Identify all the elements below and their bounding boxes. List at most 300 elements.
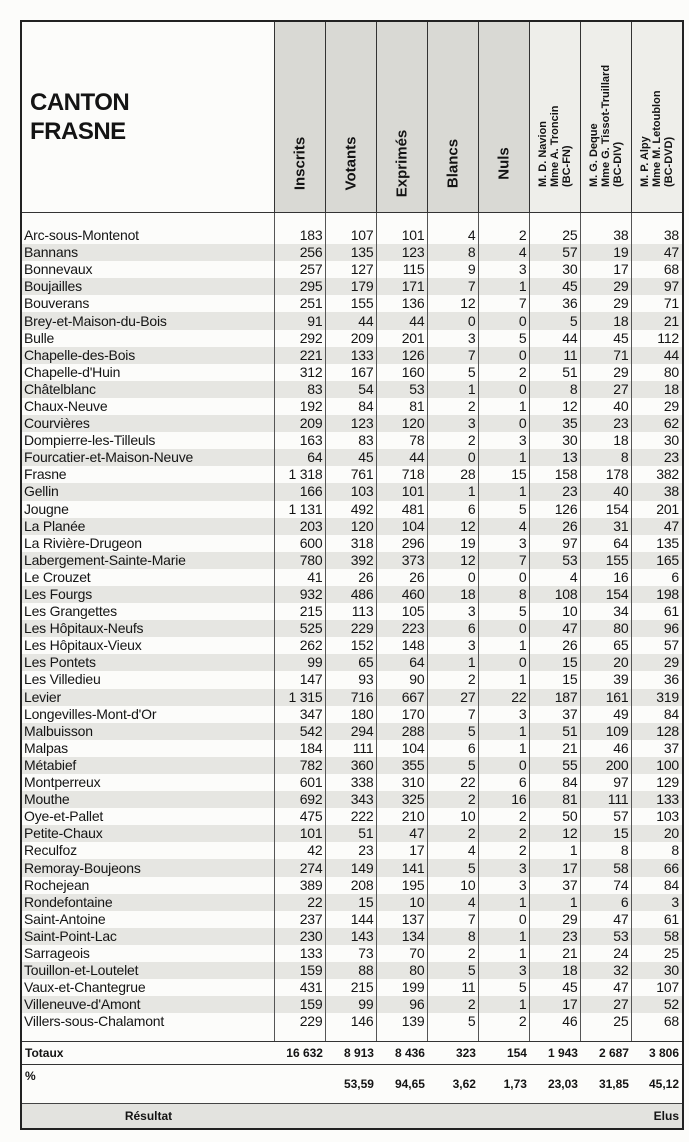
exprimes-cell: 460 xyxy=(377,586,428,603)
commune-name-cell: Les Pontets xyxy=(21,654,275,671)
votants-cell: 209 xyxy=(326,330,377,347)
table-row xyxy=(21,791,683,808)
candidate-1-cell: 18 xyxy=(530,962,581,979)
nuls-cell: 1 xyxy=(479,483,530,500)
commune-name-cell: Oye-et-Pallet xyxy=(21,808,275,825)
commune-name-cell: Métabief xyxy=(21,757,275,774)
candidate-2-cell: 20 xyxy=(581,654,632,671)
candidate-3-cell: 198 xyxy=(632,586,683,603)
candidate-2-cell: 58 xyxy=(581,859,632,876)
table-row xyxy=(21,278,683,295)
commune-name-cell: Jougne xyxy=(21,501,275,518)
candidate-1-cell: 12 xyxy=(530,825,581,842)
candidate-3-line1: M. P. Alpy xyxy=(639,136,652,187)
exprimes-cell: 78 xyxy=(377,432,428,449)
table-row xyxy=(21,654,683,671)
table-row xyxy=(21,432,683,449)
votants-cell: 167 xyxy=(326,364,377,381)
votants-cell: 338 xyxy=(326,774,377,791)
candidate-2-cell: 154 xyxy=(581,586,632,603)
blancs-cell: 2 xyxy=(428,398,479,415)
table-row xyxy=(21,586,683,603)
candidate-3-cell: 38 xyxy=(632,483,683,500)
exprimes-cell: 325 xyxy=(377,791,428,808)
commune-name-cell: Labergement-Sainte-Marie xyxy=(21,552,275,569)
candidate-1-cell: 23 xyxy=(530,928,581,945)
votants-cell: 716 xyxy=(326,689,377,706)
exprimes-cell: 101 xyxy=(377,227,428,244)
candidate-2-cell: 34 xyxy=(581,603,632,620)
blancs-cell: 7 xyxy=(428,706,479,723)
votants-cell: 144 xyxy=(326,911,377,928)
exprimes-cell: 101 xyxy=(377,483,428,500)
inscrits-cell: 203 xyxy=(275,518,326,535)
table-row xyxy=(21,911,683,928)
percent-inscrits xyxy=(275,1065,326,1104)
exprimes-cell: 310 xyxy=(377,774,428,791)
exprimes-cell: 199 xyxy=(377,979,428,996)
exprimes-cell: 210 xyxy=(377,808,428,825)
candidate-3-cell: 3 xyxy=(632,894,683,911)
nuls-cell: 0 xyxy=(479,415,530,432)
table-row xyxy=(21,996,683,1013)
exprimes-cell: 120 xyxy=(377,415,428,432)
table-row xyxy=(21,637,683,654)
nuls-cell: 0 xyxy=(479,620,530,637)
blancs-cell: 5 xyxy=(428,364,479,381)
blancs-cell: 0 xyxy=(428,569,479,586)
header-nuls xyxy=(479,21,530,213)
inscrits-cell: 91 xyxy=(275,312,326,329)
nuls-cell: 22 xyxy=(479,689,530,706)
exprimes-cell: 26 xyxy=(377,569,428,586)
blancs-cell: 2 xyxy=(428,791,479,808)
blancs-cell: 2 xyxy=(428,432,479,449)
inscrits-cell: 1 131 xyxy=(275,501,326,518)
blancs-cell: 2 xyxy=(428,945,479,962)
votants-cell: 229 xyxy=(326,620,377,637)
votants-cell: 123 xyxy=(326,415,377,432)
candidate-3-cell: 382 xyxy=(632,466,683,483)
exprimes-cell: 96 xyxy=(377,996,428,1013)
candidate-2-cell: 49 xyxy=(581,706,632,723)
votants-cell: 65 xyxy=(326,654,377,671)
candidate-3-cell: 84 xyxy=(632,877,683,894)
inscrits-cell: 101 xyxy=(275,825,326,842)
candidate-3-cell: 96 xyxy=(632,620,683,637)
candidate-3-cell: 129 xyxy=(632,774,683,791)
table-row xyxy=(21,962,683,979)
candidate-2-line2: Mme G. Tissot-Truillard xyxy=(600,64,613,187)
nuls-cell: 0 xyxy=(479,381,530,398)
exprimes-cell: 137 xyxy=(377,911,428,928)
nuls-cell: 3 xyxy=(479,859,530,876)
votants-cell: 23 xyxy=(326,842,377,859)
exprimes-cell: 296 xyxy=(377,535,428,552)
inscrits-cell: 256 xyxy=(275,244,326,261)
candidate-2-cell: 71 xyxy=(581,347,632,364)
candidate-2-cell: 16 xyxy=(581,569,632,586)
votants-cell: 26 xyxy=(326,569,377,586)
candidate-3-cell: 37 xyxy=(632,740,683,757)
candidate-2-cell: 74 xyxy=(581,877,632,894)
commune-name-cell: Petite-Chaux xyxy=(21,825,275,842)
blancs-cell: 12 xyxy=(428,518,479,535)
candidate-1-cell: 15 xyxy=(530,671,581,688)
inscrits-cell: 83 xyxy=(275,381,326,398)
commune-name-cell: Montperreux xyxy=(21,774,275,791)
table-row xyxy=(21,295,683,312)
candidate-1-cell: 45 xyxy=(530,278,581,295)
candidate-3-cell: 61 xyxy=(632,603,683,620)
candidate-3-cell: 38 xyxy=(632,227,683,244)
table-row xyxy=(21,825,683,842)
nuls-cell: 1 xyxy=(479,996,530,1013)
header-exprimes-label: Exprimés xyxy=(393,129,411,198)
votants-cell: 111 xyxy=(326,740,377,757)
blancs-cell: 5 xyxy=(428,962,479,979)
candidate-2-line3: (BC-DIV) xyxy=(612,141,625,187)
table-row xyxy=(21,244,683,261)
candidate-2-cell: 31 xyxy=(581,518,632,535)
blancs-cell: 2 xyxy=(428,671,479,688)
commune-name-cell: Les Hôpitaux-Neufs xyxy=(21,620,275,637)
candidate-3-cell: 25 xyxy=(632,945,683,962)
exprimes-cell: 104 xyxy=(377,518,428,535)
blancs-cell: 18 xyxy=(428,586,479,603)
blancs-cell: 6 xyxy=(428,620,479,637)
candidate-1-cell: 53 xyxy=(530,552,581,569)
commune-name-cell: Levier xyxy=(21,689,275,706)
table-row xyxy=(21,979,683,996)
votants-cell: 107 xyxy=(326,227,377,244)
commune-name-cell: Bonnevaux xyxy=(21,261,275,278)
inscrits-cell: 184 xyxy=(275,740,326,757)
blancs-cell: 8 xyxy=(428,244,479,261)
exprimes-cell: 288 xyxy=(377,723,428,740)
candidate-3-cell: 6 xyxy=(632,569,683,586)
candidate-2-cell: 53 xyxy=(581,928,632,945)
canton-title-line2: FRASNE xyxy=(30,118,126,145)
percent-candidate-1: 23,03 xyxy=(547,1077,578,1092)
votants-cell: 486 xyxy=(326,586,377,603)
commune-name-cell: Rochejean xyxy=(21,877,275,894)
votants-cell: 343 xyxy=(326,791,377,808)
candidate-1-cell: 17 xyxy=(530,859,581,876)
exprimes-cell: 148 xyxy=(377,637,428,654)
commune-name-cell: Gellin xyxy=(21,483,275,500)
votants-cell: 149 xyxy=(326,859,377,876)
candidate-2-cell: 47 xyxy=(581,979,632,996)
blancs-cell: 1 xyxy=(428,654,479,671)
inscrits-cell: 166 xyxy=(275,483,326,500)
votants-cell: 93 xyxy=(326,671,377,688)
total-candidate-1: 1 943 xyxy=(530,1042,581,1065)
blancs-cell: 6 xyxy=(428,740,479,757)
candidate-3-cell: 30 xyxy=(632,432,683,449)
nuls-cell: 5 xyxy=(479,501,530,518)
exprimes-cell: 171 xyxy=(377,278,428,295)
commune-name-cell: Villeneuve-d'Amont xyxy=(21,996,275,1013)
candidate-1-cell: 50 xyxy=(530,808,581,825)
candidate-1-cell: 97 xyxy=(530,535,581,552)
inscrits-cell: 230 xyxy=(275,928,326,945)
totals-row xyxy=(21,1042,683,1065)
blancs-cell: 11 xyxy=(428,979,479,996)
candidate-2-cell: 45 xyxy=(581,330,632,347)
candidate-2-cell: 25 xyxy=(581,1013,632,1030)
candidate-2-cell: 17 xyxy=(581,261,632,278)
commune-name-cell: Boujailles xyxy=(21,278,275,295)
candidate-1-cell: 51 xyxy=(530,723,581,740)
candidate-2-cell: 155 xyxy=(581,552,632,569)
nuls-cell: 3 xyxy=(479,535,530,552)
exprimes-cell: 115 xyxy=(377,261,428,278)
inscrits-cell: 1 315 xyxy=(275,689,326,706)
commune-name-cell: Saint-Point-Lac xyxy=(21,928,275,945)
candidate-1-cell: 158 xyxy=(530,466,581,483)
table-row xyxy=(21,518,683,535)
candidate-2-cell: 200 xyxy=(581,757,632,774)
candidate-1-cell: 30 xyxy=(530,261,581,278)
table-row xyxy=(21,723,683,740)
canton-title xyxy=(21,21,275,213)
table-row xyxy=(21,381,683,398)
commune-name-cell: Mouthe xyxy=(21,791,275,808)
commune-name-cell: Les Hôpitaux-Vieux xyxy=(21,637,275,654)
table-row xyxy=(21,671,683,688)
table-row xyxy=(21,330,683,347)
candidate-1-cell: 45 xyxy=(530,979,581,996)
exprimes-cell: 44 xyxy=(377,312,428,329)
exprimes-cell: 104 xyxy=(377,740,428,757)
commune-name-cell: Les Villedieu xyxy=(21,671,275,688)
candidate-2-cell: 38 xyxy=(581,227,632,244)
candidate-2-cell: 40 xyxy=(581,483,632,500)
exprimes-cell: 201 xyxy=(377,330,428,347)
inscrits-cell: 782 xyxy=(275,757,326,774)
candidate-3-cell: 68 xyxy=(632,1013,683,1030)
blancs-cell: 5 xyxy=(428,1013,479,1030)
candidate-2-cell: 24 xyxy=(581,945,632,962)
candidate-2-cell: 29 xyxy=(581,364,632,381)
candidate-3-cell: 20 xyxy=(632,825,683,842)
candidate-1-line2: Mme A. Troncin xyxy=(549,105,562,187)
candidate-2-cell: 64 xyxy=(581,535,632,552)
commune-name-cell: Vaux-et-Chantegrue xyxy=(21,979,275,996)
candidate-3-cell: 112 xyxy=(632,330,683,347)
candidate-1-cell: 187 xyxy=(530,689,581,706)
exprimes-cell: 44 xyxy=(377,449,428,466)
votants-cell: 360 xyxy=(326,757,377,774)
commune-name-cell: Chapelle-d'Huin xyxy=(21,364,275,381)
candidate-1-cell: 1 xyxy=(530,894,581,911)
nuls-cell: 1 xyxy=(479,945,530,962)
inscrits-cell: 237 xyxy=(275,911,326,928)
votants-cell: 492 xyxy=(326,501,377,518)
commune-name-cell: Sarrageois xyxy=(21,945,275,962)
inscrits-cell: 183 xyxy=(275,227,326,244)
nuls-cell: 2 xyxy=(479,364,530,381)
votants-cell: 318 xyxy=(326,535,377,552)
votants-cell: 120 xyxy=(326,518,377,535)
nuls-cell: 7 xyxy=(479,552,530,569)
votants-cell: 392 xyxy=(326,552,377,569)
candidate-1-cell: 108 xyxy=(530,586,581,603)
nuls-cell: 1 xyxy=(479,278,530,295)
table-row xyxy=(21,928,683,945)
summary-block xyxy=(21,1030,683,1129)
candidate-1-cell: 17 xyxy=(530,996,581,1013)
inscrits-cell: 274 xyxy=(275,859,326,876)
table-row xyxy=(21,774,683,791)
exprimes-cell: 355 xyxy=(377,757,428,774)
nuls-cell: 3 xyxy=(479,877,530,894)
header-blancs xyxy=(428,21,479,213)
candidate-3-cell: 66 xyxy=(632,859,683,876)
commune-name-cell: Bouverans xyxy=(21,295,275,312)
candidate-3-cell: 61 xyxy=(632,911,683,928)
nuls-cell: 1 xyxy=(479,740,530,757)
candidate-1-cell: 26 xyxy=(530,518,581,535)
candidate-1-cell: 36 xyxy=(530,295,581,312)
table-row xyxy=(21,312,683,329)
votants-cell: 44 xyxy=(326,312,377,329)
candidate-2-cell: 6 xyxy=(581,894,632,911)
inscrits-cell: 692 xyxy=(275,791,326,808)
table-row xyxy=(21,706,683,723)
candidate-3-cell: 133 xyxy=(632,791,683,808)
candidate-1-cell: 51 xyxy=(530,364,581,381)
candidate-3-cell: 29 xyxy=(632,654,683,671)
nuls-cell: 1 xyxy=(479,637,530,654)
exprimes-cell: 481 xyxy=(377,501,428,518)
commune-name-cell: Malbuisson xyxy=(21,723,275,740)
commune-name-cell: Les Fourgs xyxy=(21,586,275,603)
exprimes-cell: 64 xyxy=(377,654,428,671)
inscrits-cell: 221 xyxy=(275,347,326,364)
nuls-cell: 0 xyxy=(479,347,530,364)
table-row xyxy=(21,535,683,552)
exprimes-cell: 90 xyxy=(377,671,428,688)
nuls-cell: 1 xyxy=(479,398,530,415)
percent-row xyxy=(21,1065,683,1104)
inscrits-cell: 389 xyxy=(275,877,326,894)
exprimes-cell: 80 xyxy=(377,962,428,979)
table-row xyxy=(21,501,683,518)
inscrits-cell: 780 xyxy=(275,552,326,569)
votants-cell: 155 xyxy=(326,295,377,312)
candidate-1-cell: 37 xyxy=(530,706,581,723)
commune-name-cell: Villers-sous-Chalamont xyxy=(21,1013,275,1030)
table-row xyxy=(21,569,683,586)
header-candidate-1 xyxy=(530,21,581,213)
candidate-3-line3: (BC-DVD) xyxy=(663,136,676,187)
candidate-1-cell: 5 xyxy=(530,312,581,329)
votants-cell: 146 xyxy=(326,1013,377,1030)
nuls-cell: 4 xyxy=(479,518,530,535)
candidate-2-cell: 8 xyxy=(581,842,632,859)
candidate-1-cell: 10 xyxy=(530,603,581,620)
candidate-2-cell: 27 xyxy=(581,996,632,1013)
nuls-cell: 8 xyxy=(479,586,530,603)
votants-cell: 761 xyxy=(326,466,377,483)
commune-name-cell: Chapelle-des-Bois xyxy=(21,347,275,364)
commune-rows xyxy=(21,213,683,1031)
commune-name-cell: Reculfoz xyxy=(21,842,275,859)
inscrits-cell: 147 xyxy=(275,671,326,688)
candidate-3-cell: 103 xyxy=(632,808,683,825)
candidate-2-cell: 27 xyxy=(581,381,632,398)
candidate-1-cell: 81 xyxy=(530,791,581,808)
result-row xyxy=(21,1104,683,1130)
blancs-cell: 8 xyxy=(428,928,479,945)
nuls-cell: 5 xyxy=(479,330,530,347)
table-row xyxy=(21,859,683,876)
nuls-cell: 5 xyxy=(479,603,530,620)
exprimes-cell: 126 xyxy=(377,347,428,364)
commune-name-cell: Bulle xyxy=(21,330,275,347)
candidate-3-cell: 23 xyxy=(632,449,683,466)
commune-name-cell: Le Crouzet xyxy=(21,569,275,586)
canton-results-table xyxy=(20,20,684,1130)
candidate-1-cell: 37 xyxy=(530,877,581,894)
blancs-cell: 0 xyxy=(428,449,479,466)
votants-cell: 54 xyxy=(326,381,377,398)
inscrits-cell: 542 xyxy=(275,723,326,740)
inscrits-cell: 192 xyxy=(275,398,326,415)
totals-label: Totaux xyxy=(21,1042,275,1065)
table-row xyxy=(21,894,683,911)
votants-cell: 127 xyxy=(326,261,377,278)
candidate-3-cell: 128 xyxy=(632,723,683,740)
candidate-3-cell: 97 xyxy=(632,278,683,295)
candidate-1-cell: 21 xyxy=(530,945,581,962)
inscrits-cell: 229 xyxy=(275,1013,326,1030)
exprimes-cell: 134 xyxy=(377,928,428,945)
table-row xyxy=(21,877,683,894)
candidate-1-cell: 46 xyxy=(530,1013,581,1030)
inscrits-cell: 1 318 xyxy=(275,466,326,483)
table-row xyxy=(21,466,683,483)
nuls-cell: 1 xyxy=(479,894,530,911)
votants-cell: 179 xyxy=(326,278,377,295)
votants-cell: 73 xyxy=(326,945,377,962)
nuls-cell: 7 xyxy=(479,295,530,312)
nuls-cell: 1 xyxy=(479,928,530,945)
header-row xyxy=(21,21,683,213)
candidate-3-cell: 29 xyxy=(632,398,683,415)
blancs-cell: 12 xyxy=(428,552,479,569)
inscrits-cell: 295 xyxy=(275,278,326,295)
nuls-cell: 2 xyxy=(479,825,530,842)
table-row xyxy=(21,552,683,569)
candidate-1-line3: (BC-FN) xyxy=(561,145,574,187)
percent-label: % xyxy=(21,1065,275,1104)
candidate-3-cell: 80 xyxy=(632,364,683,381)
blancs-cell: 1 xyxy=(428,483,479,500)
votants-cell: 143 xyxy=(326,928,377,945)
commune-name-cell: Rondefontaine xyxy=(21,894,275,911)
blancs-cell: 10 xyxy=(428,808,479,825)
commune-name-cell: Chaux-Neuve xyxy=(21,398,275,415)
exprimes-cell: 10 xyxy=(377,894,428,911)
header-inscrits xyxy=(275,21,326,213)
candidate-3-cell: 62 xyxy=(632,415,683,432)
votants-cell: 208 xyxy=(326,877,377,894)
blancs-cell: 3 xyxy=(428,603,479,620)
result-elected: Elus xyxy=(632,1104,683,1130)
